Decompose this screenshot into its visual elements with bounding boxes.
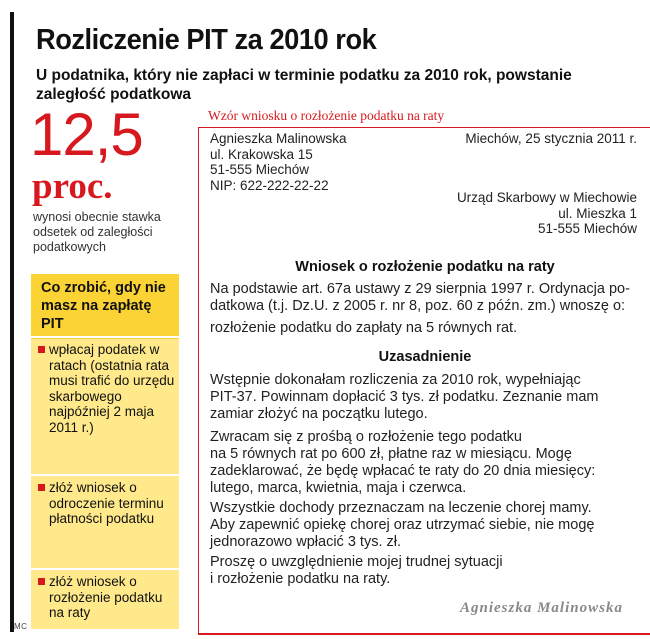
text-line: Zwracam się z prośbą o rozłożenie tego podatku	[210, 429, 522, 445]
text-line: i rozłożenie podatku na raty.	[210, 571, 391, 587]
sender-name: Agnieszka Malinowska	[210, 131, 347, 146]
what-to-do-heading: Co zrobić, gdy nie masz na zapłatę PIT	[31, 274, 179, 339]
page-subtitle: U podatnika, który nie zapłaci w terminie podatku za 2010 rok, powstanie zaległość podatkowa	[36, 67, 572, 103]
form-bottom-rule	[198, 633, 650, 635]
todo-item-text: wpłacaj podatek w ratach (ostatnia rata musi trafić do urzędu skarbowego najpóźniej 2 maja 2011 r.)	[49, 342, 175, 435]
recipient-name: Urząd Skarbowy w Miechowie	[456, 190, 637, 205]
text-line: jednorazowo wpłacić 3 tys. zł.	[210, 534, 401, 550]
fact-unit: proc.	[32, 166, 113, 207]
left-border-rule	[10, 12, 14, 632]
fact-number: 12,5	[30, 101, 143, 168]
fact-description: wynosi obecnie stawka odsetek od zaległości podatkowych	[33, 210, 161, 254]
box-divider	[31, 568, 179, 570]
sender-street: ul. Krakowska 15	[210, 146, 313, 162]
form-label: Wzór wniosku o rozłożenie podatku na raty	[208, 108, 445, 123]
what-to-do-box	[31, 274, 179, 629]
box-divider	[31, 474, 179, 476]
text-line: Na podstawie art. 67a ustawy z 29 sierpnia 1997 r. Ordynacja po-	[210, 281, 630, 297]
signature: Agnieszka Malinowska	[460, 600, 623, 616]
request-title: Wniosek o rozłożenie podatku na raty	[295, 259, 555, 275]
text-line: zadeklarować, że będę wpłacać te raty do 20 dnia miesięcy:	[210, 463, 596, 479]
letter-date: Miechów, 25 stycznia 2011 r.	[465, 131, 637, 146]
text-line: datkowa (t.j. Dz.U. z 2005 r. nr 8, poz. 60 z późn. zm.) wnoszę o:	[210, 298, 626, 314]
text-line: Aby zapewnić opiekę chorej oraz utrzymać siebie, nie mogę	[210, 517, 595, 533]
justification-paragraph	[210, 372, 640, 423]
author-credit: MC	[14, 622, 28, 631]
text-line: Wszystkie dochody przeznaczam na leczenie chorej mamy.	[210, 500, 592, 516]
recipient-street: ul. Mieszka 1	[558, 205, 637, 221]
text-line: na 5 równych rat po 600 zł, płatne raz w miesiącu. Mogę	[210, 446, 572, 462]
sender-nip: NIP: 622-222-22-22	[210, 177, 329, 193]
text-line: lutego, marca, kwietnia, maja i czerwca.	[210, 480, 467, 496]
text-line: zamiar złożyć na początku lutego.	[210, 406, 428, 422]
request-paragraph	[210, 281, 640, 315]
recipient-city: 51-555 Miechów	[537, 221, 637, 236]
square-bullet-icon	[38, 578, 45, 585]
sender-address	[210, 131, 347, 193]
justification-paragraph	[210, 500, 640, 551]
square-bullet-icon	[38, 484, 45, 491]
justification-title: Uzasadnienie	[378, 349, 472, 365]
request-body: rozłożenie podatku do zapłaty na 5 równych rat.	[210, 320, 518, 336]
justification-paragraph	[210, 429, 640, 497]
todo-item-text: złóż wniosek o rozłożenie podatku na raty	[49, 574, 163, 620]
text-line: Proszę o uwzględnienie mojej trudnej sytuacji	[210, 554, 503, 570]
box-divider	[31, 336, 179, 338]
recipient-address	[457, 190, 637, 237]
text-line: PIT-37. Powinnam dopłacić 3 tys. zł podatku. Zeznanie mam	[210, 389, 599, 405]
justification-paragraph	[210, 554, 640, 588]
square-bullet-icon	[38, 346, 45, 353]
page-title: Rozliczenie PIT za 2010 rok	[36, 24, 377, 56]
text-line: Wstępnie dokonałam rozliczenia za 2010 rok, wypełniając	[210, 372, 581, 388]
todo-item-text: złóż wniosek o odroczenie terminu płatności podatku	[49, 480, 164, 526]
sender-city: 51-555 Miechów	[210, 162, 310, 177]
